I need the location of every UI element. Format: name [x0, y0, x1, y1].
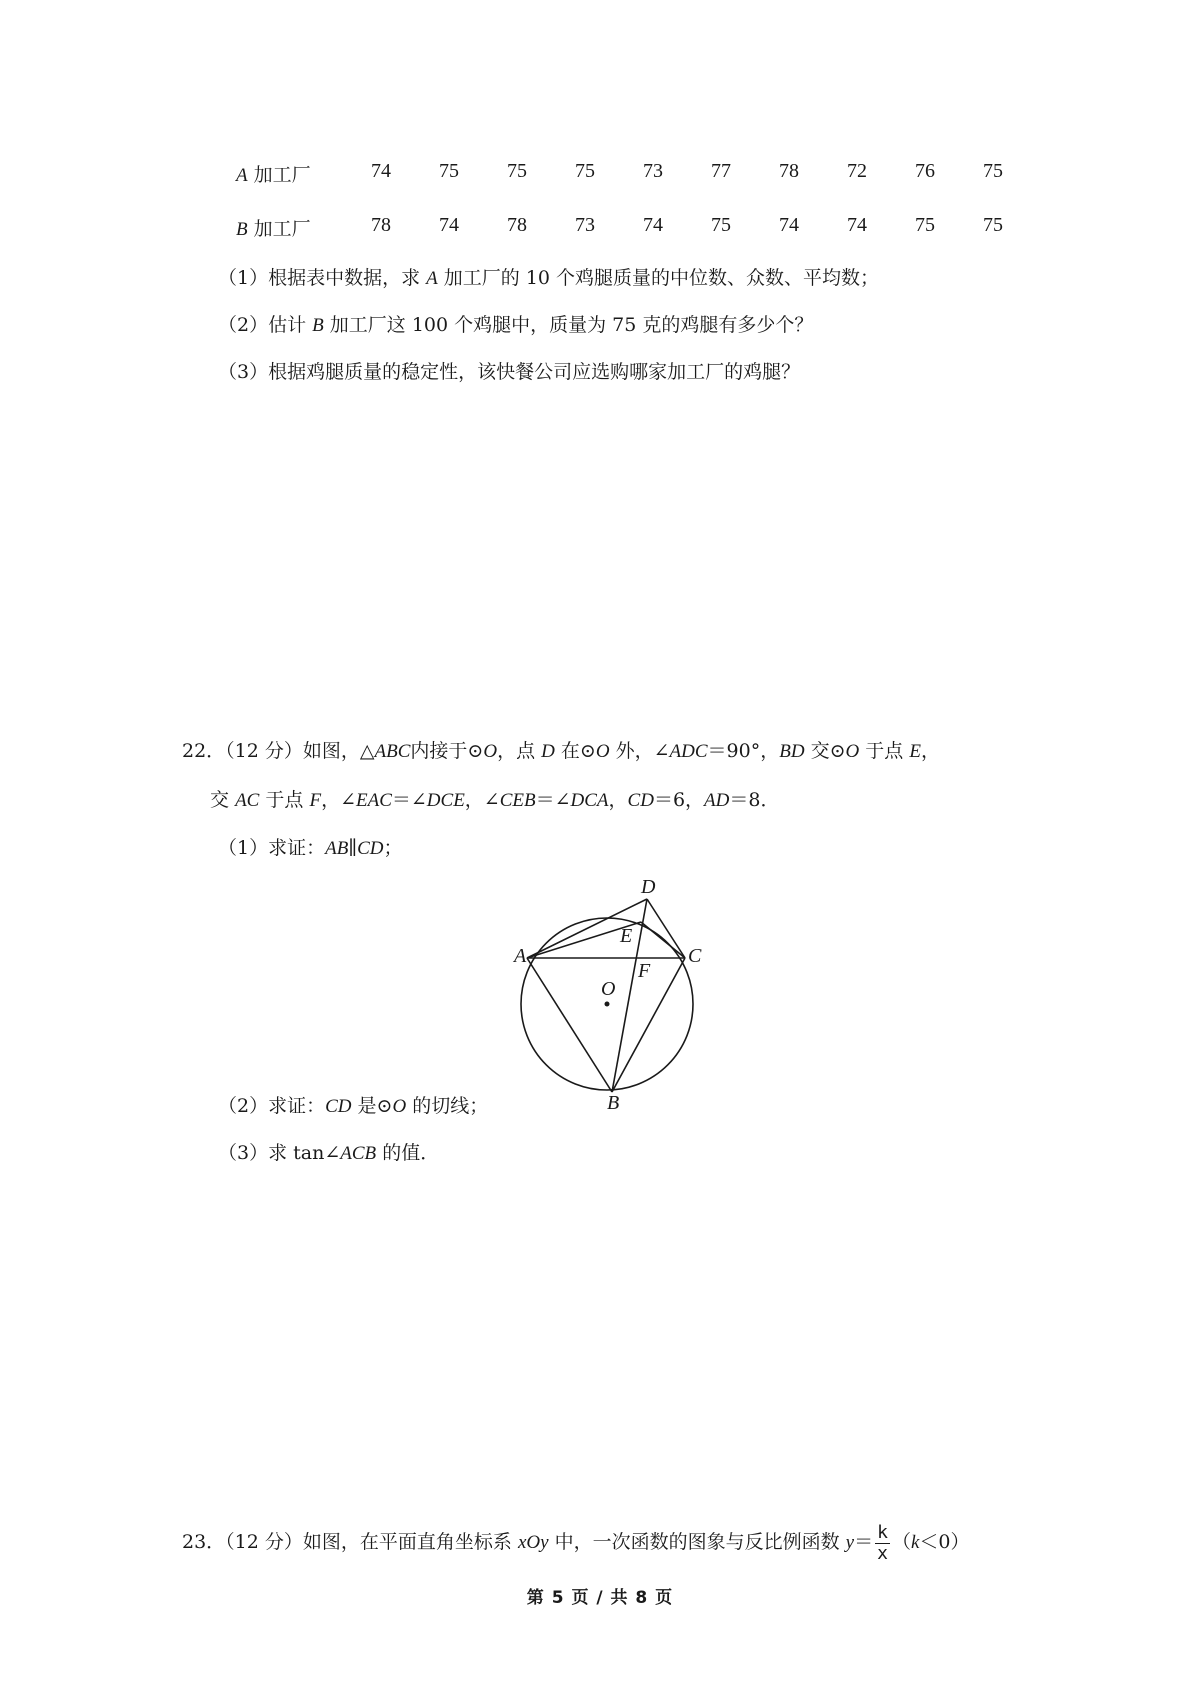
label-f: F	[638, 960, 651, 982]
cell-b-2: 74	[439, 214, 459, 236]
cell-b-9: 75	[915, 214, 935, 236]
cell-a-9: 76	[915, 160, 935, 182]
cell-b-10: 75	[983, 214, 1003, 236]
cell-a-4: 75	[575, 160, 595, 182]
cell-b-4: 73	[575, 214, 595, 236]
segment-ec	[641, 922, 685, 958]
q22-part2: （2）求证：CD 是⊙O 的切线；	[218, 1095, 489, 1117]
q21-part1: （1）根据表中数据，求 A 加工厂的 10 个鸡腿质量的中位数、众数、平均数；	[218, 267, 880, 289]
center-point-o	[605, 1002, 610, 1007]
row-label-a: A 加工厂	[236, 164, 311, 186]
cell-b-1: 78	[371, 214, 391, 236]
cell-b-6: 75	[711, 214, 731, 236]
q23-line1: 23．（12 分）如图，在平面直角坐标系 xOy 中，一次函数的图象与反比例函数 y＝ $\frac{k}{x}$ （k＜0）	[182, 1521, 970, 1564]
label-o: O	[601, 978, 616, 1000]
label-d: D	[641, 876, 656, 898]
cell-a-3: 75	[507, 160, 527, 182]
cell-a-2: 75	[439, 160, 459, 182]
cell-a-8: 72	[847, 160, 867, 182]
cell-a-6: 77	[711, 160, 731, 182]
segment-ab	[527, 958, 612, 1092]
cell-b-5: 74	[643, 214, 663, 236]
cell-a-1: 74	[371, 160, 391, 182]
cell-a-5: 73	[643, 160, 663, 182]
label-b: B	[607, 1092, 620, 1114]
q22-part1: （1）求证：AB∥CD；	[218, 837, 403, 859]
cell-b-7: 74	[779, 214, 799, 236]
q22-line2: 交 AC 于点 F，∠EAC＝∠DCE，∠CEB＝∠DCA，CD＝6，AD＝8．	[210, 789, 780, 811]
cell-a-7: 78	[779, 160, 799, 182]
cell-b-8: 74	[847, 214, 867, 236]
q22-line1: 22．（12 分）如图，△ABC内接于⊙O，点 D 在⊙O 外，∠ADC＝90°，BD 交⊙O 于点 E，	[182, 740, 940, 762]
cell-b-3: 78	[507, 214, 527, 236]
page-footer: 第 5 页 / 共 8 页	[526, 1588, 674, 1608]
label-a: A	[514, 945, 527, 967]
label-e: E	[620, 925, 633, 947]
segment-dc	[647, 899, 685, 958]
cell-a-10: 75	[983, 160, 1003, 182]
fraction-k-over-x: $\frac{k}{x}$	[877, 1521, 888, 1564]
label-c: C	[688, 945, 702, 967]
row-label-b: B 加工厂	[236, 218, 311, 240]
q21-part3: （3）根据鸡腿质量的稳定性，该快餐公司应选购哪家加工厂的鸡腿？	[218, 361, 801, 383]
q22-part3: （3）求 tan∠ACB 的值．	[218, 1142, 440, 1164]
q21-part2: （2）估计 B 加工厂这 100 个鸡腿中，质量为 75 克的鸡腿有多少个？	[218, 314, 814, 336]
